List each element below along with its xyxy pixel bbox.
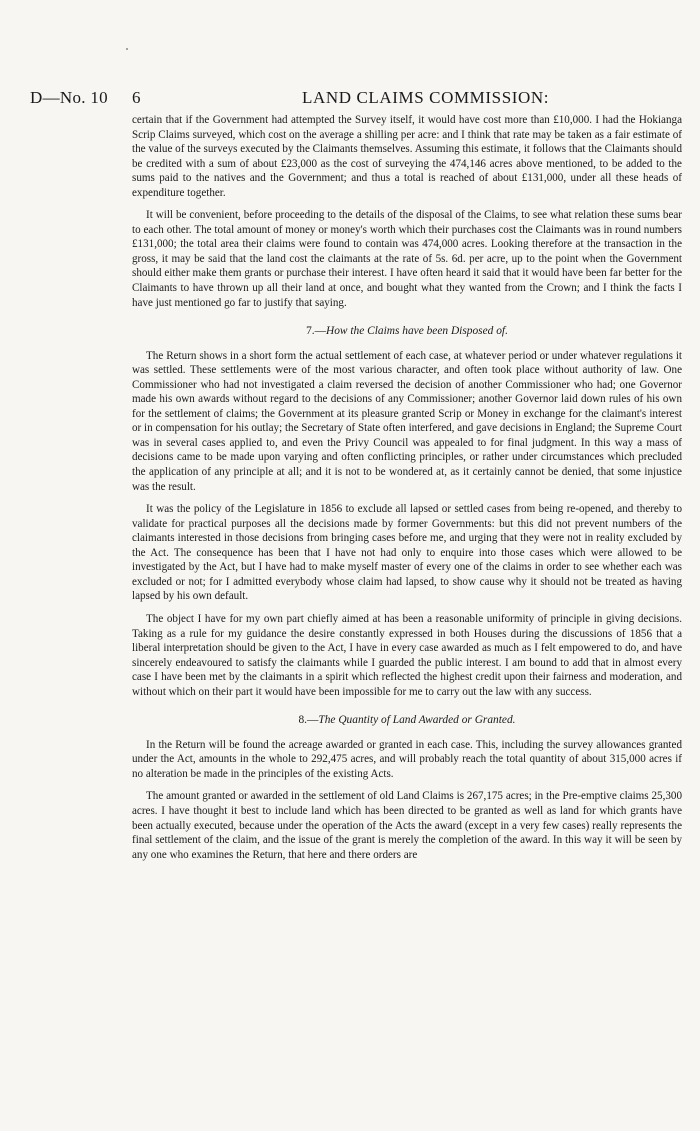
paragraph-survey-cost: certain that if the Government had attempted the Survey itself, it would have cost more than £10,000. I had the Hokianga Scrip Claims surveyed, which cost on the average a shilling per acre: and I think that rate may be taken as a fair estimate of the value of the surveys executed by the Claimants themselves. Assuming this estimate, it follows that the Claimants should be credited with a sum of about £23,000 as the cost of surveying the 474,146 acres above mentioned, to be added to the sums paid to the natives and the Government; and thus a total is reached of about £131,000, under all these heads of expenditure together. xyxy=(132,114,682,199)
paragraph-return-settlement: The Return shows in a short form the actual settlement of each case, at whatever period or under whatever regulations it was settled. These settlements were of the most various character, and often took place without authority of law. One Commissioner who had not investigated a claim reversed the decision of another Commissioner who had; one Governor made his own awards without regard to the decisions of any Commissioner; another Governor laid down rules of his own for the settlement of claims; the Government at its pleasure granted Scrip or Money in exchange for the claimant's interest or in compensation for his outlay; the Secretary of State often interfered, and gave decisions in England; the Supreme Court was in several cases applied to, and even the Privy Council was appealed to for final judgment. In this way a mass of decisions came to be made upon varying and often conflicting principles, or rather under circumstances which precluded the application of any principle at all; and it is not to be wondered at, as it certainly cannot be denied, that some injustice was the result. xyxy=(132,349,682,493)
scan-speck xyxy=(126,48,128,50)
paragraph-acreage-awarded: In the Return will be found the acreage awarded or granted in each case. This, including the survey allowances granted under the Act, amounts in the whole to 292,475 acres, and will probably reach the total quantity of about 315,000 acres if no alteration be made in the principles of the existing Acts. xyxy=(132,738,682,780)
paragraph-uniformity-principle: The object I have for my own part chiefly aimed at has been a reasonable uniformity of principle in giving decisions. Taking as a rule for my guidance the desire constantly expressed in both Houses during the discussions of 1856 that a liberal interpretation should be given to the Act, I have in every case awarded as much as I felt empowered to do, and have sincerely endeavoured to satisfy the claimants while I guarded the public interest. I am bound to add that in almost every case I have been met by the claimants in a spirit which reflected the highest credit upon their fairness and moderation, and without which on their part it would have been impossible for me to carry out the law with any success. xyxy=(132,612,682,698)
section-8-number: 8.— xyxy=(298,714,319,727)
section-heading-8 xyxy=(132,713,682,728)
page-header xyxy=(30,88,670,110)
page-number: 6 xyxy=(132,88,141,107)
running-title: LAND CLAIMS COMMISSION: xyxy=(302,88,550,107)
paragraph-relation-of-sums: It will be convenient, before proceeding to the details of the disposal of the Claims, to see what relation these sums bear to each other. The total amount of money or money's worth which their purchases cost the Claimants was in round numbers £131,000; the total area their claims were found to contain was 474,000 acres. Looking therefore at the transaction in the gross, it may be said that the land cost the claimants at the rate of 5s. 6d. per acre, up to the point when the Government should either make them grants or purchase their interest. I have often heard it said that it would have been far better for the Claimants to have thrown up all their land at once, and bought what they wanted from the Crown; and I think the facts I have just mentioned go far to justify that saying. xyxy=(132,209,682,309)
paragraph-amount-granted: The amount granted or awarded in the settlement of old Land Claims is 267,175 acres; in the Pre-emptive claims 25,300 acres. I have thought it best to include land which has been directed to be granted as well as land for which grants have been actually executed, because under the operation of the Acts the award (except in a very few cases) really represents the final settlement of the claim, and the issue of the grant is merely the completion of the award. In this way it will be seen by any one who examines the Return, that here and there orders are xyxy=(132,790,682,861)
paragraph-legislature-policy: It was the policy of the Legislature in 1856 to exclude all lapsed or settled cases from being re-opened, and thereby to validate for practical purposes all the decisions made by former Governments: but this did not prevent numbers of the claimants interested in those decisions from bringing cases before me, and urging that they were not in reality excluded by the Act. The consequence has been that I have not had only to enquire into those cases which were allowed to be investigated by the Act, but I have had to make myself master of every one of the claims in order to see whether each was excluded or not; for I admitted everybody whose claim had lapsed, to show cause why it should not be treated as having lapsed by his own default. xyxy=(132,503,682,603)
section-7-title: How the Claims have been Disposed of. xyxy=(326,325,508,338)
section-7-number: 7.— xyxy=(306,325,326,338)
document-number: D—No. 10 xyxy=(30,88,108,107)
document-body xyxy=(132,113,682,862)
section-heading-7 xyxy=(132,324,682,339)
section-8-title: The Quantity of Land Awarded or Granted. xyxy=(318,714,516,727)
